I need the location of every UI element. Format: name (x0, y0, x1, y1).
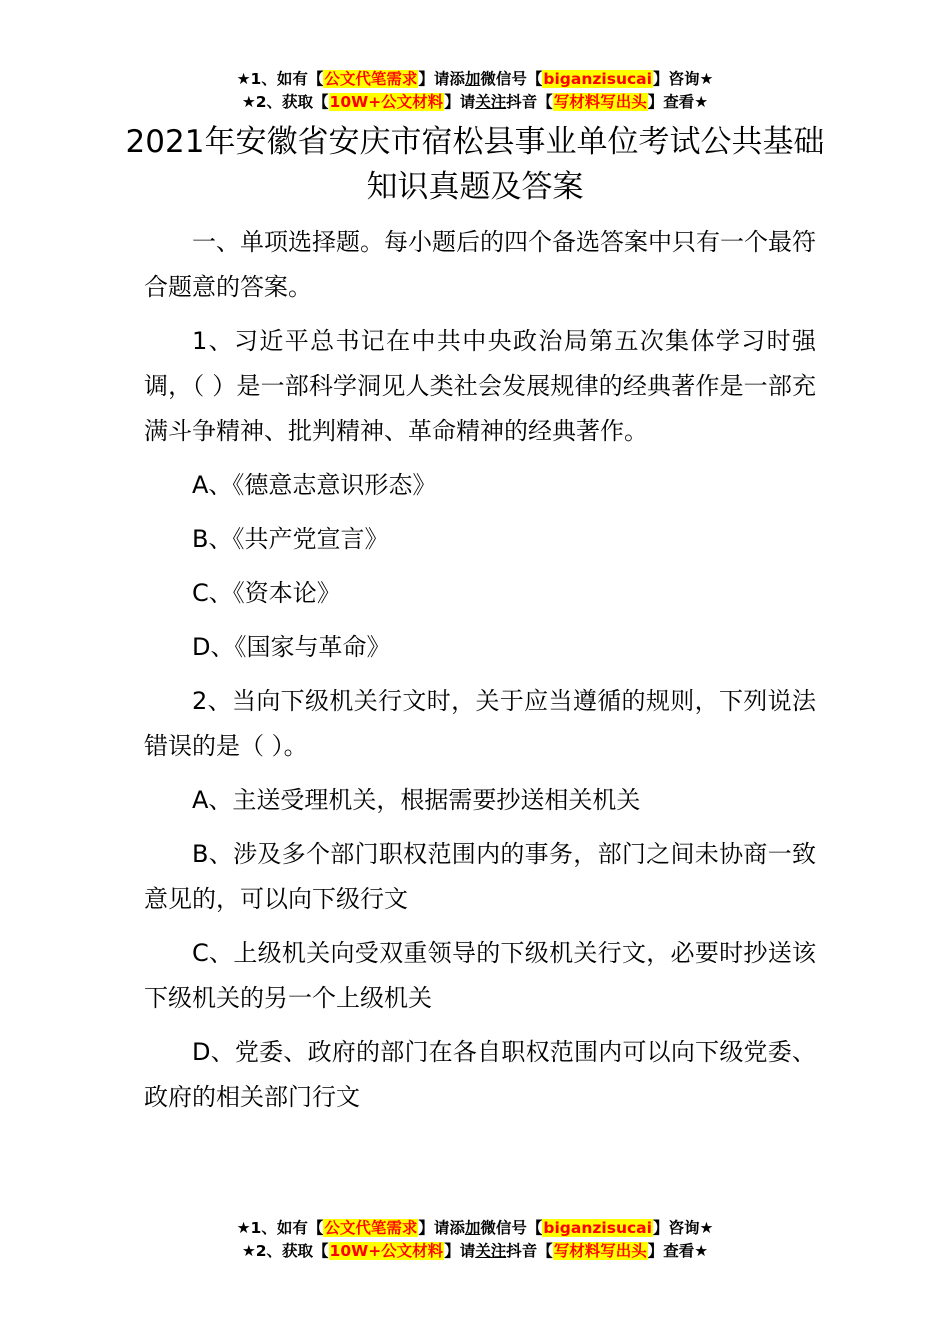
question-2-stem: 2、当向下级机关行文时，关于应当遵循的规则，下列说法错误的是（ ）。 (144, 687, 816, 760)
promo-footer-line-2-mid-b: 抖音【 (506, 1242, 553, 1260)
promo-line-2-mid-a: 】请 (444, 93, 476, 111)
promo-line-1-mid-a: 】请添 (418, 70, 465, 88)
promo-footer-line-2-underlined: 关注 (475, 1242, 507, 1260)
promo-line-1-mid-b: 微信号【 (480, 70, 543, 88)
document-body (144, 220, 816, 1129)
question-1-option-c: C、《资本论》 (192, 579, 341, 607)
promo-header (0, 68, 950, 114)
promo-line-1-highlight-wechat: biganzisucai (543, 70, 652, 88)
promo-line-2-suffix: 】查看★ (647, 93, 709, 111)
promo-footer-line-2-highlight-douyin: 写材料写出头 (553, 1242, 647, 1260)
promo-line-1-underlined: 加 (464, 70, 481, 88)
promo-footer-line-2-suffix: 】查看★ (647, 1242, 709, 1260)
question-2-option-c: C、上级机关向受双重领导的下级机关行文，必要时抄送该下级机关的另一个上级机关 (144, 939, 816, 1012)
promo-footer-line-2-prefix: ★2、获取【 (241, 1242, 329, 1260)
promo-footer-line-1-suffix: 】咨询★ (652, 1219, 714, 1237)
promo-line-1-prefix: ★1、如有【 (236, 70, 324, 88)
question-2-option-d: D、党委、政府的部门在各自职权范围内可以向下级党委、政府的相关部门行文 (144, 1038, 816, 1111)
promo-line-2-highlight-materials: 10W+公文材料 (329, 93, 444, 111)
promo-line-2-underlined: 关注 (475, 93, 507, 111)
promo-line-1-suffix: 】咨询★ (652, 70, 714, 88)
promo-footer-line-1-highlight-wechat: biganzisucai (543, 1219, 652, 1237)
question-2-option-a: A、主送受理机关，根据需要抄送相关机关 (192, 786, 641, 814)
promo-line-1 (0, 68, 950, 91)
question-2-option-b: B、涉及多个部门职权范围内的事务，部门之间未协商一致意见的，可以向下级行文 (144, 840, 816, 913)
promo-footer-line-2-mid-a: 】请 (444, 1242, 476, 1260)
promo-footer (0, 1217, 950, 1263)
promo-footer-line-1 (0, 1217, 950, 1240)
promo-line-2-prefix: ★2、获取【 (241, 93, 329, 111)
promo-footer-line-1-mid-b: 微信号【 (480, 1219, 543, 1237)
question-1-option-a: A、《德意志意识形态》 (192, 471, 437, 499)
section-instruction: 一、单项选择题。每小题后的四个备选答案中只有一个最符合题意的答案。 (144, 228, 816, 301)
promo-line-2-highlight-douyin: 写材料写出头 (553, 93, 647, 111)
promo-footer-line-1-underlined: 加 (464, 1219, 481, 1237)
question-1-stem: 1、习近平总书记在中共中央政治局第五次集体学习时强调，（ ）是一部科学洞见人类社会发展规律的经典著作是一部充满斗争精神、批判精神、革命精神的经典著作。 (144, 327, 816, 445)
question-1-option-b: B、《共产党宣言》 (192, 525, 389, 553)
promo-footer-line-2 (0, 1240, 950, 1263)
promo-footer-line-1-highlight-service: 公文代笔需求 (324, 1219, 418, 1237)
promo-footer-line-2-highlight-materials: 10W+公文材料 (329, 1242, 444, 1260)
promo-line-1-highlight-service: 公文代笔需求 (324, 70, 418, 88)
promo-footer-line-1-prefix: ★1、如有【 (236, 1219, 324, 1237)
document-title: 2021年安徽省安庆市宿松县事业单位考试公共基础知识真题及答案 (125, 124, 825, 205)
promo-line-2-mid-b: 抖音【 (506, 93, 553, 111)
promo-line-2 (0, 91, 950, 114)
promo-footer-line-1-mid-a: 】请添 (418, 1219, 465, 1237)
question-1-option-d: D、《国家与革命》 (192, 633, 391, 661)
